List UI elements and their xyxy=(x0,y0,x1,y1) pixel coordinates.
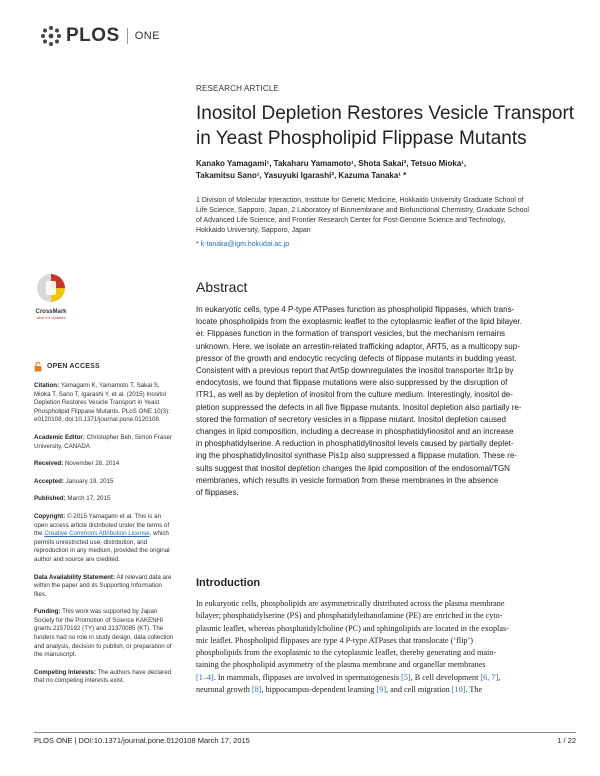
abstract-line: stored the formation of secretory vesicles in a flippase mutant. Inositol depletion caused xyxy=(196,414,506,424)
abstract-line: er. Flippases function in the formation of transport vesicles, but the mechanism remains xyxy=(196,329,506,339)
competing-interests-text: The authors have declared that no competing interests exist. xyxy=(34,668,172,685)
abstract-body xyxy=(196,304,576,499)
title-line: in Yeast Phospholipid Flippase Mutants xyxy=(196,128,527,149)
intro-line: plasmic leaflet, whereas phosphatidylcholine (PC) and sphingolipids are located in the exoplas- xyxy=(196,623,509,633)
open-access-label: OPEN ACCESS xyxy=(47,362,100,370)
journal-logo[interactable] xyxy=(40,24,160,48)
received-text: November 28, 2014 xyxy=(64,460,120,468)
intro-text: neuronal growth xyxy=(196,685,252,695)
corresponding-email xyxy=(196,241,289,248)
data-availability-block xyxy=(34,574,174,600)
abstract-line: pletion suppressed the defects in all five flippase mutants. Inositol depletion also partially re- xyxy=(196,402,522,412)
published-label: Published: xyxy=(34,495,66,503)
citation-ref[interactable]: [9] xyxy=(376,685,387,695)
intro-line xyxy=(196,684,578,696)
open-access-badge xyxy=(34,362,174,372)
abstract-heading: Abstract xyxy=(196,279,248,295)
abstract-line: in phosphatidylserine. A reduction in phosphatidylinositol levels caused by partially deplet- xyxy=(196,439,514,449)
funding-text: This work was supported by Japan Society for the Promotion of Science KAKENHI grants 21570192 (TY) and 21370085 (KT). The funders had no role in study design, data collection and analysis, decision to publish, or preparation of the manuscript. xyxy=(34,608,174,659)
citation-text: Yamagami K, Yamamoto T, Sakai S, Mioka T, Sano T, Igarashi Y, et al. (2015) Inositol Depletion Restores Vesicle Transport in Yeast Phospholipid Flippase Mutants. PLoS ONE 10(3): e0120108. doi:10.1371/journal.pone.0120108 xyxy=(34,382,170,424)
abstract-line: changes in lipid composition, including a decrease in phosphatidylinositol and an increase xyxy=(196,427,514,437)
intro-text: , xyxy=(498,672,501,682)
crossmark-sub: click for updates xyxy=(36,315,66,320)
affiliation-line: of Advanced Life Science, and Frontier Research Center for Post-Genome Science and Technology, xyxy=(196,217,506,224)
open-lock-icon xyxy=(34,362,42,372)
citation-block xyxy=(34,382,174,425)
intro-text: . In mammals, flippases are involved in spermatogenesis xyxy=(213,672,402,682)
copyright-text: © 2015 Yamagami et al. This is an open access article distributed under the terms of the xyxy=(34,512,170,538)
accepted-label: Accepted: xyxy=(34,477,64,485)
editor-label: Academic Editor: xyxy=(34,433,85,441)
abstract-line: sults suggest that inositol depletion changes the lipid composition of the endosomal/TGN xyxy=(196,463,510,473)
logo-suffix: ONE xyxy=(134,30,161,42)
intro-text: . The xyxy=(465,685,483,695)
footer-citation: PLOS ONE | DOI:10.1371/journal.pone.0120108 March 17, 2015 xyxy=(34,736,250,745)
abstract-line: of flippases. xyxy=(196,488,239,498)
citation-ref[interactable]: [1–4] xyxy=(196,672,214,682)
introduction-heading: Introduction xyxy=(196,577,261,589)
email-marker: * xyxy=(196,241,199,248)
article-type: RESEARCH ARTICLE xyxy=(196,84,280,93)
data-availability-label: Data Availability Statement: xyxy=(34,573,116,581)
abstract-line: In eukaryotic cells, type 4 P-type ATPases function as phospholipid flippases, which trans- xyxy=(196,305,515,314)
article-title xyxy=(196,101,576,151)
intro-text: , hippocampus-dependent learning xyxy=(261,685,377,695)
editor-text: Christopher Beh, Simon Fraser University, CANADA xyxy=(34,433,172,450)
authors-line: Takamitsu Sano¹, Yasuyuki Igarashi², Kazuma Tanaka¹ * xyxy=(196,171,407,180)
affiliation-line: 1 Division of Molecular Interaction, Institute for Genetic Medicine, Hokkaido University Graduate School of xyxy=(196,197,524,204)
citation-ref[interactable]: [8] xyxy=(251,685,262,695)
citation-ref[interactable]: [5] xyxy=(401,672,411,682)
copyright-label: Copyright: xyxy=(34,512,66,520)
footer-divider xyxy=(34,732,576,733)
crossmark-icon xyxy=(37,274,65,302)
copyright-text-rest: , which permits unrestricted use, distribution, and reproduction in any medium, provided the original author and source are credited. xyxy=(34,530,170,563)
abstract-line: ing the phosphatidylinositol synthase Pis1p also suppressed a flippase mutation. These re- xyxy=(196,451,517,461)
citation-ref[interactable]: [6, 7] xyxy=(480,672,499,682)
competing-interests-block xyxy=(34,669,174,686)
citation-label: Citation: xyxy=(34,382,60,389)
copyright-block xyxy=(34,513,174,565)
intro-line: bilayer; phosphatidylserine (PS) and phosphatidylethanolamine (PE) are enriched in the cyto- xyxy=(196,611,503,621)
title-line: Inositol Depletion Restores Vesicle Transport xyxy=(196,103,575,124)
abstract-line: locate phospholipids from the exoplasmic leaflet to the cytoplasmic leaflet of the lipid bilayer. xyxy=(196,317,522,327)
abstract-line: endocytosis, we found that flippase mutations were also suppressed by the disruption of xyxy=(196,378,508,388)
license-link[interactable]: Creative Commons Attribution License xyxy=(44,530,150,538)
intro-line xyxy=(196,672,578,684)
introduction-body xyxy=(196,598,578,696)
editor-block xyxy=(34,434,174,451)
competing-interests-label: Competing Interests: xyxy=(34,668,96,676)
citation-ref[interactable]: [10] xyxy=(451,685,466,695)
affiliation-line: Life Science, Sapporo, Japan, 2 Laboratory of Biomembrane and Biofunctional Chemistry, Graduate School xyxy=(196,207,529,214)
crossmark-badge[interactable] xyxy=(34,274,68,320)
abstract-line: ITR1, as well as by depletion of inositol from the culture medium. Interestingly, inositol de- xyxy=(196,390,513,400)
abstract-line: membranes, which results in vesicle formation from these membranes in the absence xyxy=(196,475,499,485)
received-block xyxy=(34,460,174,469)
funding-label: Funding: xyxy=(34,608,61,616)
author-list xyxy=(196,158,576,182)
logo-divider xyxy=(127,28,128,44)
logo-wordmark: PLOS xyxy=(66,25,120,46)
intro-line: mic leaflet. Phospholipid flippases are type 4 P-type ATPases that translocate (‘flip’) xyxy=(196,635,473,645)
page-number: 1 / 22 xyxy=(557,736,576,745)
data-availability-text: All relevant data are within the paper and its Supporting Information files. xyxy=(34,573,172,598)
intro-line: In eukaryotic cells, phospholipids are asymmetrically distributed across the plasma membrane xyxy=(196,599,505,608)
accepted-block xyxy=(34,478,174,487)
funding-block xyxy=(34,608,174,660)
published-block xyxy=(34,495,174,504)
plos-dots-icon xyxy=(40,25,62,47)
abstract-line: pressor of the growth and endocytic recycling defects of flippase mutants in budding yeast. xyxy=(196,353,517,363)
intro-text: , and cell migration xyxy=(386,685,452,695)
article-sidebar xyxy=(34,362,174,695)
received-label: Received: xyxy=(34,460,64,468)
published-text: March 17, 2015 xyxy=(67,495,111,503)
crossmark-label: CrossMark xyxy=(35,309,67,315)
abstract-line: Consistent with a previous report that Art5p downregulates the inositol transporter Itr1p by xyxy=(196,366,514,376)
intro-text: , B cell development xyxy=(410,672,481,682)
intro-line: phospholipids from the exoplasmic to the cytoplasmic leaflet, thereby generating and main- xyxy=(196,648,497,658)
accepted-text: January 19, 2015 xyxy=(65,477,114,485)
email-link[interactable]: k-tanaka@igm.hokudai.ac.jp xyxy=(200,241,290,248)
intro-line: taining the phospholipid asymmetry of the plasma membrane and organellar membranes xyxy=(196,660,486,670)
affiliation-line: Hokkaido University, Sapporo, Japan xyxy=(196,227,311,234)
affiliations xyxy=(196,196,586,236)
abstract-line: unknown. Here, we isolate an arrestin-related trafficking adaptor, ART5, as a multicopy sup- xyxy=(196,341,520,351)
authors-line: Kanako Yamagami¹, Takaharu Yamamoto¹, Shota Sakai², Tetsuo Mioka¹, xyxy=(196,159,467,168)
